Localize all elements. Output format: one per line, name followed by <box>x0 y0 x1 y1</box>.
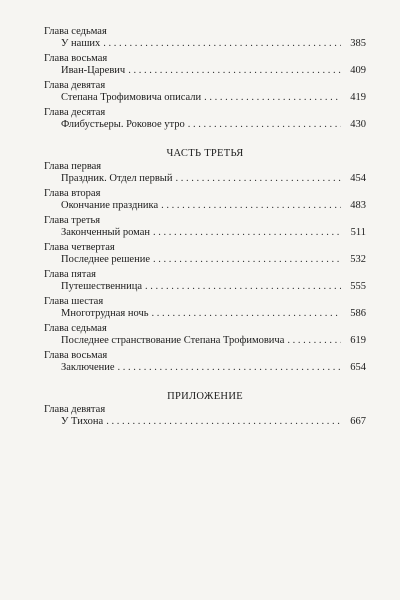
page-number: 555 <box>350 281 366 292</box>
section-spacer <box>44 134 366 147</box>
part-three-heading: ЧАСТЬ ТРЕТЬЯ <box>166 148 244 159</box>
chapter-label: Глава девятая <box>44 404 106 415</box>
page-number: 619 <box>350 335 366 346</box>
page-number: 385 <box>350 38 366 49</box>
part-three-section <box>44 147 366 375</box>
toc-entry[interactable] <box>44 253 366 267</box>
chapter-label: Глава восьмая <box>44 350 108 361</box>
chapter-label: Глава четвертая <box>44 242 115 253</box>
table-of-contents <box>44 26 366 431</box>
page-number: 667 <box>350 416 366 427</box>
page-number: 430 <box>350 119 366 130</box>
entry-title: Заключение <box>61 362 115 373</box>
toc-entry[interactable] <box>44 172 366 186</box>
toc-entry[interactable] <box>44 199 366 213</box>
chapter-label: Глава шестая <box>44 296 104 307</box>
entry-title: Последнее странствование Степана Трофимовича <box>61 335 285 346</box>
toc-entry[interactable] <box>44 64 366 78</box>
page-number: 419 <box>350 92 366 103</box>
chapter-label: Глава седьмая <box>44 26 107 37</box>
toc-entry[interactable] <box>44 280 366 294</box>
dot-leader <box>153 226 341 240</box>
part-two-section <box>44 26 366 132</box>
dot-leader <box>175 172 341 186</box>
dot-leader <box>153 253 341 267</box>
dot-leader <box>118 361 341 375</box>
entry-title: Последнее решение <box>61 254 150 265</box>
entry-title: Законченный роман <box>61 227 150 238</box>
chapter-label: Глава третья <box>44 215 101 226</box>
toc-entry[interactable] <box>44 361 366 375</box>
entry-title: У Тихона <box>61 416 104 427</box>
page-number: 654 <box>350 362 366 373</box>
toc-entry[interactable] <box>44 91 366 105</box>
chapter-label: Глава первая <box>44 161 102 172</box>
dot-leader <box>188 118 341 132</box>
page-number: 409 <box>350 65 366 76</box>
toc-entry[interactable] <box>44 118 366 132</box>
dot-leader <box>145 280 341 294</box>
appendix-section <box>44 390 366 429</box>
dot-leader <box>106 415 341 429</box>
dot-leader <box>152 307 341 321</box>
dot-leader <box>128 64 341 78</box>
dot-leader <box>287 334 341 348</box>
toc-entry[interactable] <box>44 37 366 51</box>
entry-title: У наших <box>61 38 101 49</box>
page-number: 586 <box>350 308 366 319</box>
entry-title: Путешественница <box>61 281 143 292</box>
dot-leader <box>204 91 341 105</box>
toc-entry[interactable] <box>44 334 366 348</box>
chapter-label: Глава седьмая <box>44 323 107 334</box>
entry-title: Праздник. Отдел первый <box>61 173 173 184</box>
dot-leader <box>161 199 341 213</box>
toc-entry[interactable] <box>44 415 366 429</box>
entry-title: Иван-Царевич <box>61 65 126 76</box>
chapter-label: Глава десятая <box>44 107 106 118</box>
page-number: 532 <box>350 254 366 265</box>
chapter-label: Глава восьмая <box>44 53 108 64</box>
chapter-label: Глава девятая <box>44 80 106 91</box>
dot-leader <box>103 37 341 51</box>
chapter-label: Глава пятая <box>44 269 96 280</box>
section-spacer <box>44 377 366 390</box>
toc-entry[interactable] <box>44 226 366 240</box>
page-number: 483 <box>350 200 366 211</box>
entry-title: Степана Трофимовича описали <box>61 92 202 103</box>
entry-title: Многотрудная ночь <box>61 308 149 319</box>
page-number: 454 <box>350 173 366 184</box>
chapter-label: Глава вторая <box>44 188 101 199</box>
entry-title: Окончание праздника <box>61 200 159 211</box>
toc-entry[interactable] <box>44 307 366 321</box>
page-number: 511 <box>350 227 366 238</box>
entry-title: Флибустьеры. Роковое утро <box>61 119 185 130</box>
appendix-heading: ПРИЛОЖЕНИЕ <box>167 391 243 402</box>
